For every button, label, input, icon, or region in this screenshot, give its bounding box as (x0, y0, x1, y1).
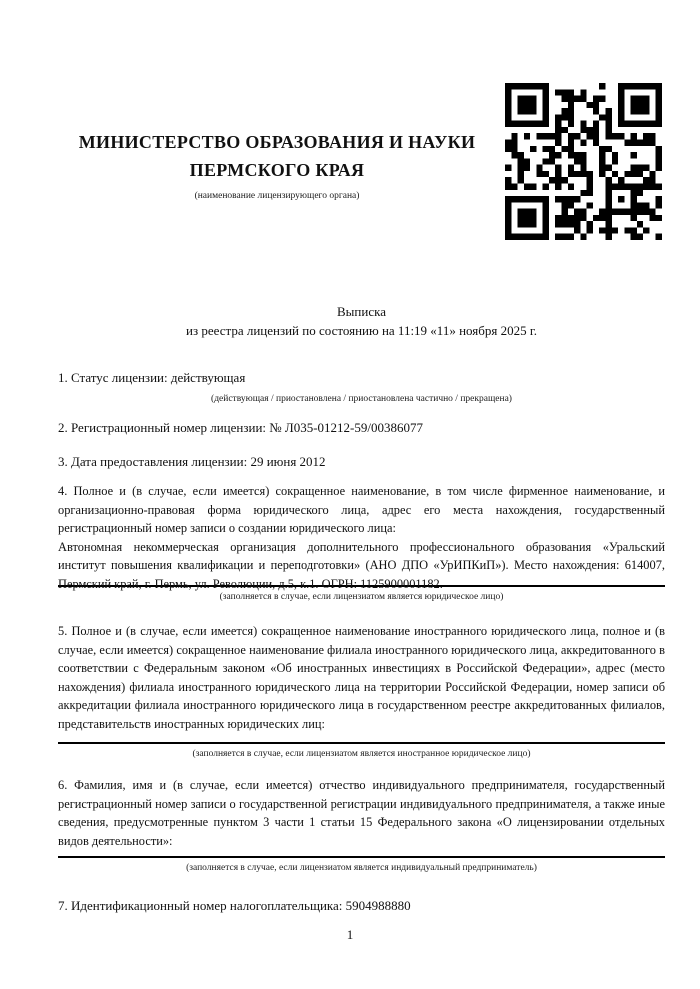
license-status-line: 1. Статус лицензии: действующая (58, 370, 246, 385)
license-status-section (58, 369, 665, 405)
individual-entrepreneur-text: 6. Фамилия, имя и (в случае, если имеется) отчество индивидуального предпринимателя, государственный регистрационный номер записи о государственной регистрации индивидуального предпринимателя, а также иные сведения, предусмотренные пунктом 3 части 1 статьи 15 Федерального закона «О лицензировании отдельных видов деятельности»: (58, 778, 665, 848)
legal-entity-section (58, 482, 665, 603)
ministry-name-line1: МИНИСТЕРСТВО ОБРАЗОВАНИЯ И НАУКИ (78, 132, 476, 152)
ministry-name-line2: ПЕРМСКОГО КРАЯ (189, 160, 365, 180)
document-title-line1: Выписка (337, 304, 386, 319)
legal-entity-value: Автономная некоммерческая организация дополнительного профессионального образования «Уральский институт повышения квалификации и переподготовки» (АНО ДПО «УрИПКиП»). Место нахождения: 614007, Пермский край, г. Пермь, ул. Революции, д.5, к.1. ОГРН: 1125900001182. (58, 539, 665, 591)
foreign-entity-text: 5. Полное и (в случае, если имеется) сокращенное наименование иностранного юридического лица, полное и (в случае, если имеется) сокращенное наименование филиала иностранного юридического лица, аккредитованного в соответствии с Федеральным законом «Об иностранных инвестициях в Российской Федерации», адрес (место нахождения) филиала иностранного юридического лица на территории Российской Федерации, номер записи об аккредитации филиала иностранного юридического лица в государственном реестре аккредитованных филиалов, представительств иностранных юридических лиц: (58, 624, 665, 731)
individual-entrepreneur-section (58, 776, 665, 874)
individual-entrepreneur-caption: (заполняется в случае, если лицензиатом является индивидуальный предприниматель) (186, 863, 537, 873)
taxpayer-number-line: 7. Идентификационный номер налогоплательщика: 5904988880 (58, 898, 411, 913)
license-status-caption: (действующая / приостановлена / приостановлена частично / прекращена) (211, 394, 512, 404)
legal-entity-text: 4. Полное и (в случае, если имеется) сокращенное наименование, в том числе фирменное наименование, и организационно-правовая форма юридического лица, адрес его места нахождения, государственный регистрационный номер записи о создании юридического лица: (58, 484, 665, 535)
licensing-authority-caption: (наименование лицензирующего органа) (194, 191, 360, 201)
foreign-entity-form-line (58, 742, 665, 744)
licensing-authority-header (50, 128, 504, 202)
page-number: 1 (346, 927, 354, 942)
qr-code (505, 83, 662, 240)
document-title-line2: из реестра лицензий по состоянию на 11:19 «11» ноября 2025 г. (186, 323, 537, 338)
foreign-entity-section (58, 622, 665, 760)
individual-entrepreneur-form-line (58, 856, 665, 858)
foreign-entity-caption: (заполняется в случае, если лицензиатом является иностранное юридическое лицо) (192, 749, 531, 759)
document-title (58, 302, 665, 340)
legal-entity-caption: (заполняется в случае, если лицензиатом является юридическое лицо) (219, 592, 504, 602)
grant-date-line: 3. Дата предоставления лицензии: 29 июня 2012 (58, 454, 326, 469)
registration-number-line: 2. Регистрационный номер лицензии: № Л035-01212-59/00386077 (58, 420, 424, 435)
